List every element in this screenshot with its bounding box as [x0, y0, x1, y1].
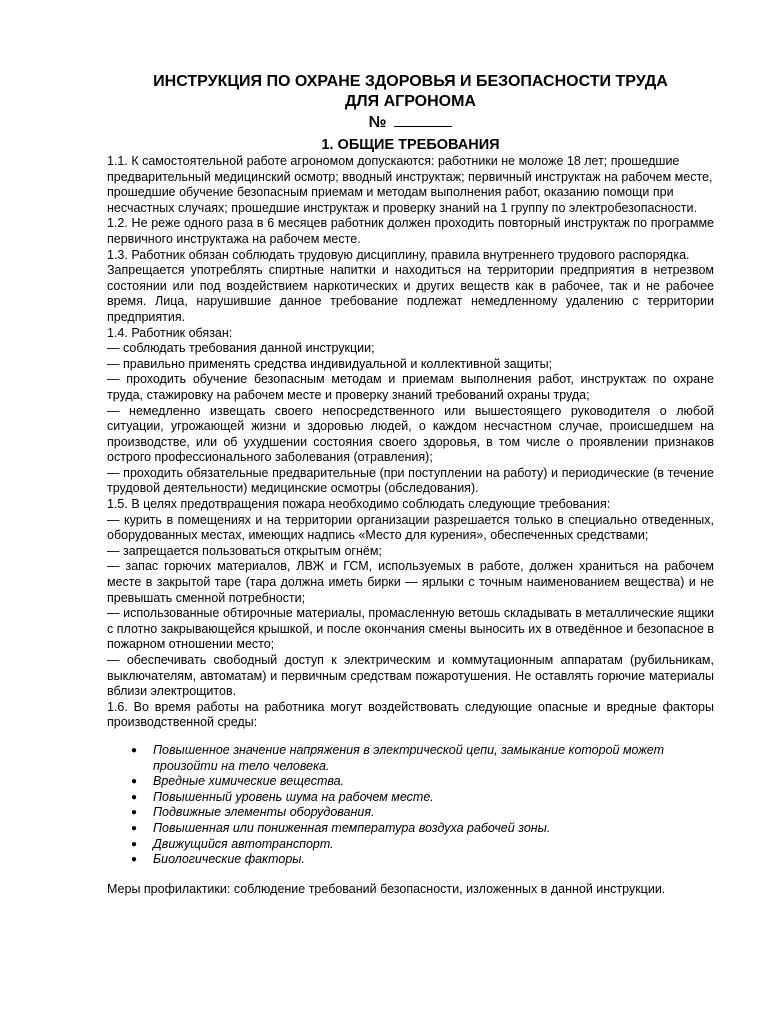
bullet-icon: ●	[131, 854, 138, 866]
bullet-icon: ●	[131, 776, 138, 788]
duty-item: — проходить обязательные предварительные (при поступлении на работу) и периодические (в течение трудовой деятельности) медицинские осмотры (обследования).	[107, 465, 714, 496]
bullet-icon: ●	[131, 744, 138, 756]
title-line-1: ИНСТРУКЦИЯ ПО ОХРАНЕ ЗДОРОВЬЯ И БЕЗОПАСНОСТИ ТРУДА	[153, 73, 668, 90]
fire-rule-item: — обеспечивать свободный доступ к электрическим и коммутационным аппаратам (рубильникам, выключателям, автоматам) и первичным средствам пожаротушения. Не оставлять горючие материалы вблизи электрощитов.	[107, 653, 714, 699]
duty-item: — немедленно извещать своего непосредственного или вышестоящего руководителя о любой ситуации, угрожающей жизни и здоровью людей, о каждом несчастном случае, происшедшем на производстве, или об ухудшении состояния своего здоровья, в том числе о проявлении признаков острого профессионального заболевания (отравления);	[107, 403, 714, 465]
paragraph-1-1: 1.1. К самостоятельной работе агрономом допускаются: работники не моложе 18 лет; прошедшие предварительный медицинский осмотр; вводный инструктаж; первичный инструктаж на рабочем месте, прошедшие обучение безопасным приемам и методам выполнения работ, оказанию помощи при несчастных случаях; прошедшие инструктаж и проверку знаний на 1 группу по электробезопасности.	[107, 154, 713, 215]
bullet-icon: ●	[131, 822, 138, 834]
paragraph-1-4: 1.4. Работник обязан:	[107, 325, 233, 340]
list-item: ● Вредные химические вещества.	[131, 774, 345, 789]
list-item: ● Повышенный уровень шума на рабочем месте.	[131, 789, 434, 804]
number-label: №	[368, 114, 387, 131]
prevention-note: Меры профилактики: соблюдение требований безопасности, изложенных в данной инструкции.	[107, 881, 666, 896]
list-item: ● Подвижные элементы оборудования.	[131, 805, 375, 820]
bullet-icon: ●	[131, 838, 138, 850]
duty-item: — проходить обучение безопасным методам и приемам выполнения работ, инструктаж по охране труда, стажировку на рабочем месте и проверку знаний требований охраны труда;	[107, 372, 714, 402]
paragraph-1-5: 1.5. В целях предотвращения пожара необходимо соблюдать следующие требования:	[107, 497, 611, 512]
bullet-icon: ●	[131, 807, 138, 819]
document-number	[107, 112, 714, 133]
paragraph-1-6: 1.6. Во время работы на работника могут воздействовать следующие опасные и вредные факторы производственной среды:	[107, 699, 714, 730]
fire-rule-item: — курить в помещениях и на территории организации разрешается только в специально отведенных, оборудованных местах, имеющих надпись «Место для курения», обеспеченных средствами;	[107, 512, 714, 543]
title-line-2: ДЛЯ АГРОНОМА	[345, 93, 476, 110]
bullet-icon: ●	[131, 791, 138, 803]
document-title	[107, 72, 714, 133]
paragraph-1-2: 1.2. Не реже одного раза в 6 месяцев работник должен проходить повторный инструктаж по программе первичного инструктажа на рабочем месте.	[107, 216, 714, 246]
hazard-list	[107, 743, 714, 868]
list-item: ● Повышенная или пониженная температура воздуха рабочей зоны.	[131, 820, 551, 835]
list-item: ● Биологические факторы.	[131, 852, 305, 867]
fire-rule-item: — запас горючих материалов, ЛВЖ и ГСМ, используемых в работе, должен храниться на рабочем месте в закрытой таре (тара должна иметь бирки — ярлыки с точным наименованием вещества) и не превышать сменной потребности;	[107, 559, 714, 605]
section-title: 1. ОБЩИЕ ТРЕБОВАНИЯ	[321, 137, 500, 153]
list-item: ● Движущийся автотранспорт.	[131, 836, 334, 851]
duty-item: — соблюдать требования данной инструкции;	[107, 341, 375, 356]
paragraph-prohibition: Запрещается употреблять спиртные напитки и находиться на территории предприятия в нетрезвом состоянии или под воздействием наркотических и других веществ как в рабочее, так и не рабочее время. Лица, нарушившие данное требование подлежат немедленному удалению с территории предприятия.	[107, 263, 714, 324]
fire-rule-item: — использованные обтирочные материалы, промасленную ветошь складывать в металлические ящики с плотно закрывающейся крышкой, и после окончания смены выносить их в отведённое и безопасное в пожарном отношении место;	[107, 606, 714, 652]
duty-item: — правильно применять средства индивидуальной и коллективной защиты;	[107, 356, 553, 371]
section-body	[107, 154, 714, 897]
number-blank-field	[394, 112, 452, 127]
fire-rule-item: — запрещается пользоваться открытым огнём;	[107, 543, 382, 558]
list-item: ● Повышенное значение напряжения в электрической цепи, замыкание которой может произойти на тело человека.	[131, 742, 665, 773]
paragraph-1-3: 1.3. Работник обязан соблюдать трудовую дисциплину, правила внутреннего трудового распорядка.	[107, 247, 690, 262]
